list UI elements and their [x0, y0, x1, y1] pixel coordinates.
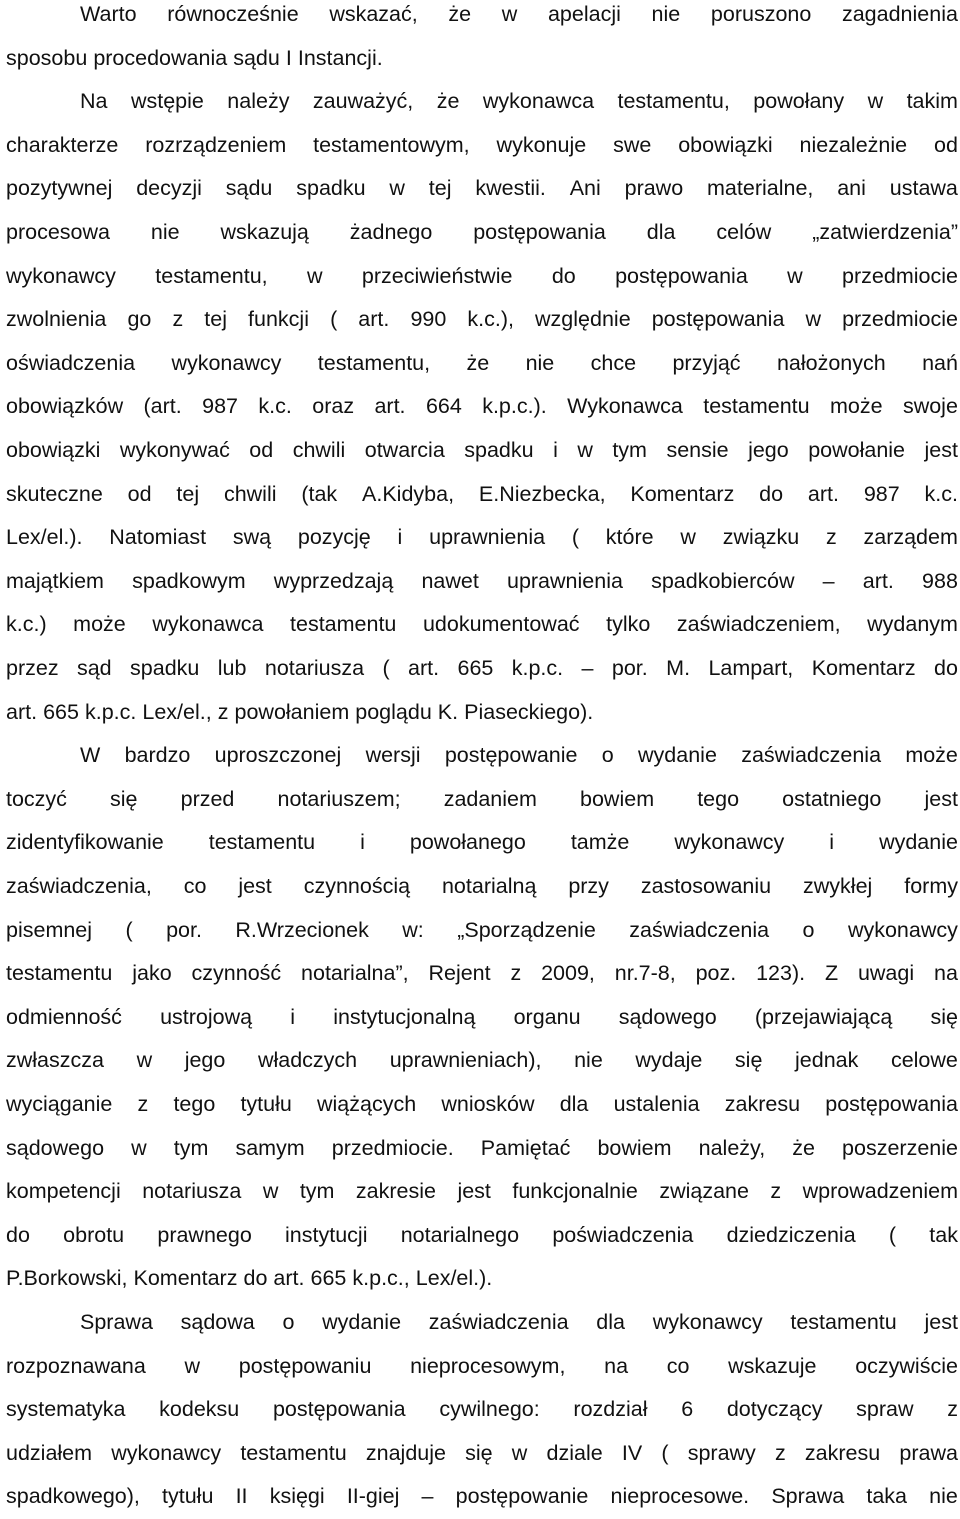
text-line: oświadczenia wykonawcy testamentu, że nie chce przyjąć nałożonych nań — [6, 350, 958, 375]
text-line: Warto równocześnie wskazać, że w apelacji nie poruszono zagadnienia — [80, 2, 958, 26]
text-line: W bardzo uproszczonej wersji postępowanie o wydanie zaświadczenia może — [80, 743, 958, 768]
text-line: Lex/el.). Natomiast swą pozycję i uprawnienia ( które w związku z zarządem — [6, 525, 958, 550]
text-line: toczyć się przed notariuszem; zadaniem bowiem tego ostatniego jest — [6, 786, 958, 811]
text-line: pisemnej ( por. R.Wrzecionek w: „Sporządzenie zaświadczenia o wykonawcy — [6, 917, 958, 942]
text-line: udziałem wykonawcy testamentu znajduje się w dziale IV ( sprawy z zakresu prawa — [6, 1440, 958, 1465]
text-line: obowiązki wykonywać od chwili otwarcia spadku i w tym sensie jego powołanie jest — [6, 438, 958, 462]
text-line: majątkiem spadkowym wyprzedzają nawet uprawnienia spadkobierców – art. 988 — [6, 568, 958, 593]
text-line: charakterze rozrządzeniem testamentowym, wykonuje swe obowiązki niezależnie od — [6, 132, 958, 157]
text-line: spadkowego), tytułu II księgi II-giej – postępowanie nieprocesowe. Sprawa taka nie — [6, 1484, 958, 1509]
text-line: zidentyfikowanie testamentu i powołanego tamże wykonawcy i wydanie — [6, 830, 958, 855]
text-line: systematyka kodeksu postępowania cywilnego: rozdział 6 dotyczący spraw z — [6, 1397, 958, 1422]
text-line: zwolnienia go z tej funkcji ( art. 990 k.c.), względnie postępowania w przedmiocie — [6, 307, 958, 332]
text-line: sposobu procedowania sądu I Instancji. — [6, 45, 383, 70]
text-line: pozytywnej decyzji sądu spadku w tej kwestii. Ani prawo materialne, ani ustawa — [6, 176, 958, 201]
text-line: przez sąd spadku lub notariusza ( art. 665 k.p.c. – por. M. Lampart, Komentarz do — [6, 656, 958, 680]
text-line: sądowego w tym samym przedmiocie. Pamiętać bowiem należy, że poszerzenie — [6, 1135, 958, 1160]
text-line: wykonawcy testamentu, w przeciwieństwie do postępowania w przedmiocie — [6, 263, 958, 288]
text-line: k.c.) może wykonawca testamentu udokumentować tylko zaświadczeniem, wydanym — [6, 612, 958, 637]
text-line: rozpoznawana w postępowaniu nieprocesowym, na co wskazuje oczywiście — [6, 1353, 958, 1378]
text-line: procesowa nie wskazują żadnego postępowania dla celów „zatwierdzenia” — [6, 220, 958, 244]
text-line: odmienność ustrojową i instytucjonalną organu sądowego (przejawiającą się — [6, 1004, 958, 1029]
text-line: kompetencji notariusza w tym zakresie jest funkcjonalnie związane z wprowadzeniem — [6, 1179, 958, 1204]
text-line: zwłaszcza w jego władczych uprawnieniach), nie wydaje się jednak celowe — [6, 1048, 958, 1073]
text-line: skuteczne od tej chwili (tak A.Kidyba, E.Niezbecka, Komentarz do art. 987 k.c. — [6, 481, 958, 506]
text-line: testamentu jako czynność notarialna”, Rejent z 2009, nr.7-8, poz. 123). Z uwagi na — [6, 961, 958, 986]
text-line: obowiązków (art. 987 k.c. oraz art. 664 k.p.c.). Wykonawca testamentu może swoje — [6, 394, 958, 419]
text-line: art. 665 k.p.c. Lex/el., z powołaniem poglądu K. Piaseckiego). — [6, 699, 594, 724]
text-line: Na wstępie należy zauważyć, że wykonawca testamentu, powołany w takim — [80, 89, 958, 114]
text-line: zaświadczenia, co jest czynnością notarialną przy zastosowaniu zwykłej formy — [6, 874, 958, 898]
text-line: P.Borkowski, Komentarz do art. 665 k.p.c., Lex/el.). — [6, 1266, 493, 1291]
text-line: do obrotu prawnego instytucji notarialnego poświadczenia dziedziczenia ( tak — [6, 1222, 958, 1247]
text-line: wyciąganie z tego tytułu wiążących wniosków dla ustalenia zakresu postępowania — [6, 1092, 958, 1116]
text-line: Sprawa sądowa o wydanie zaświadczenia dla wykonawcy testamentu jest — [80, 1310, 958, 1334]
